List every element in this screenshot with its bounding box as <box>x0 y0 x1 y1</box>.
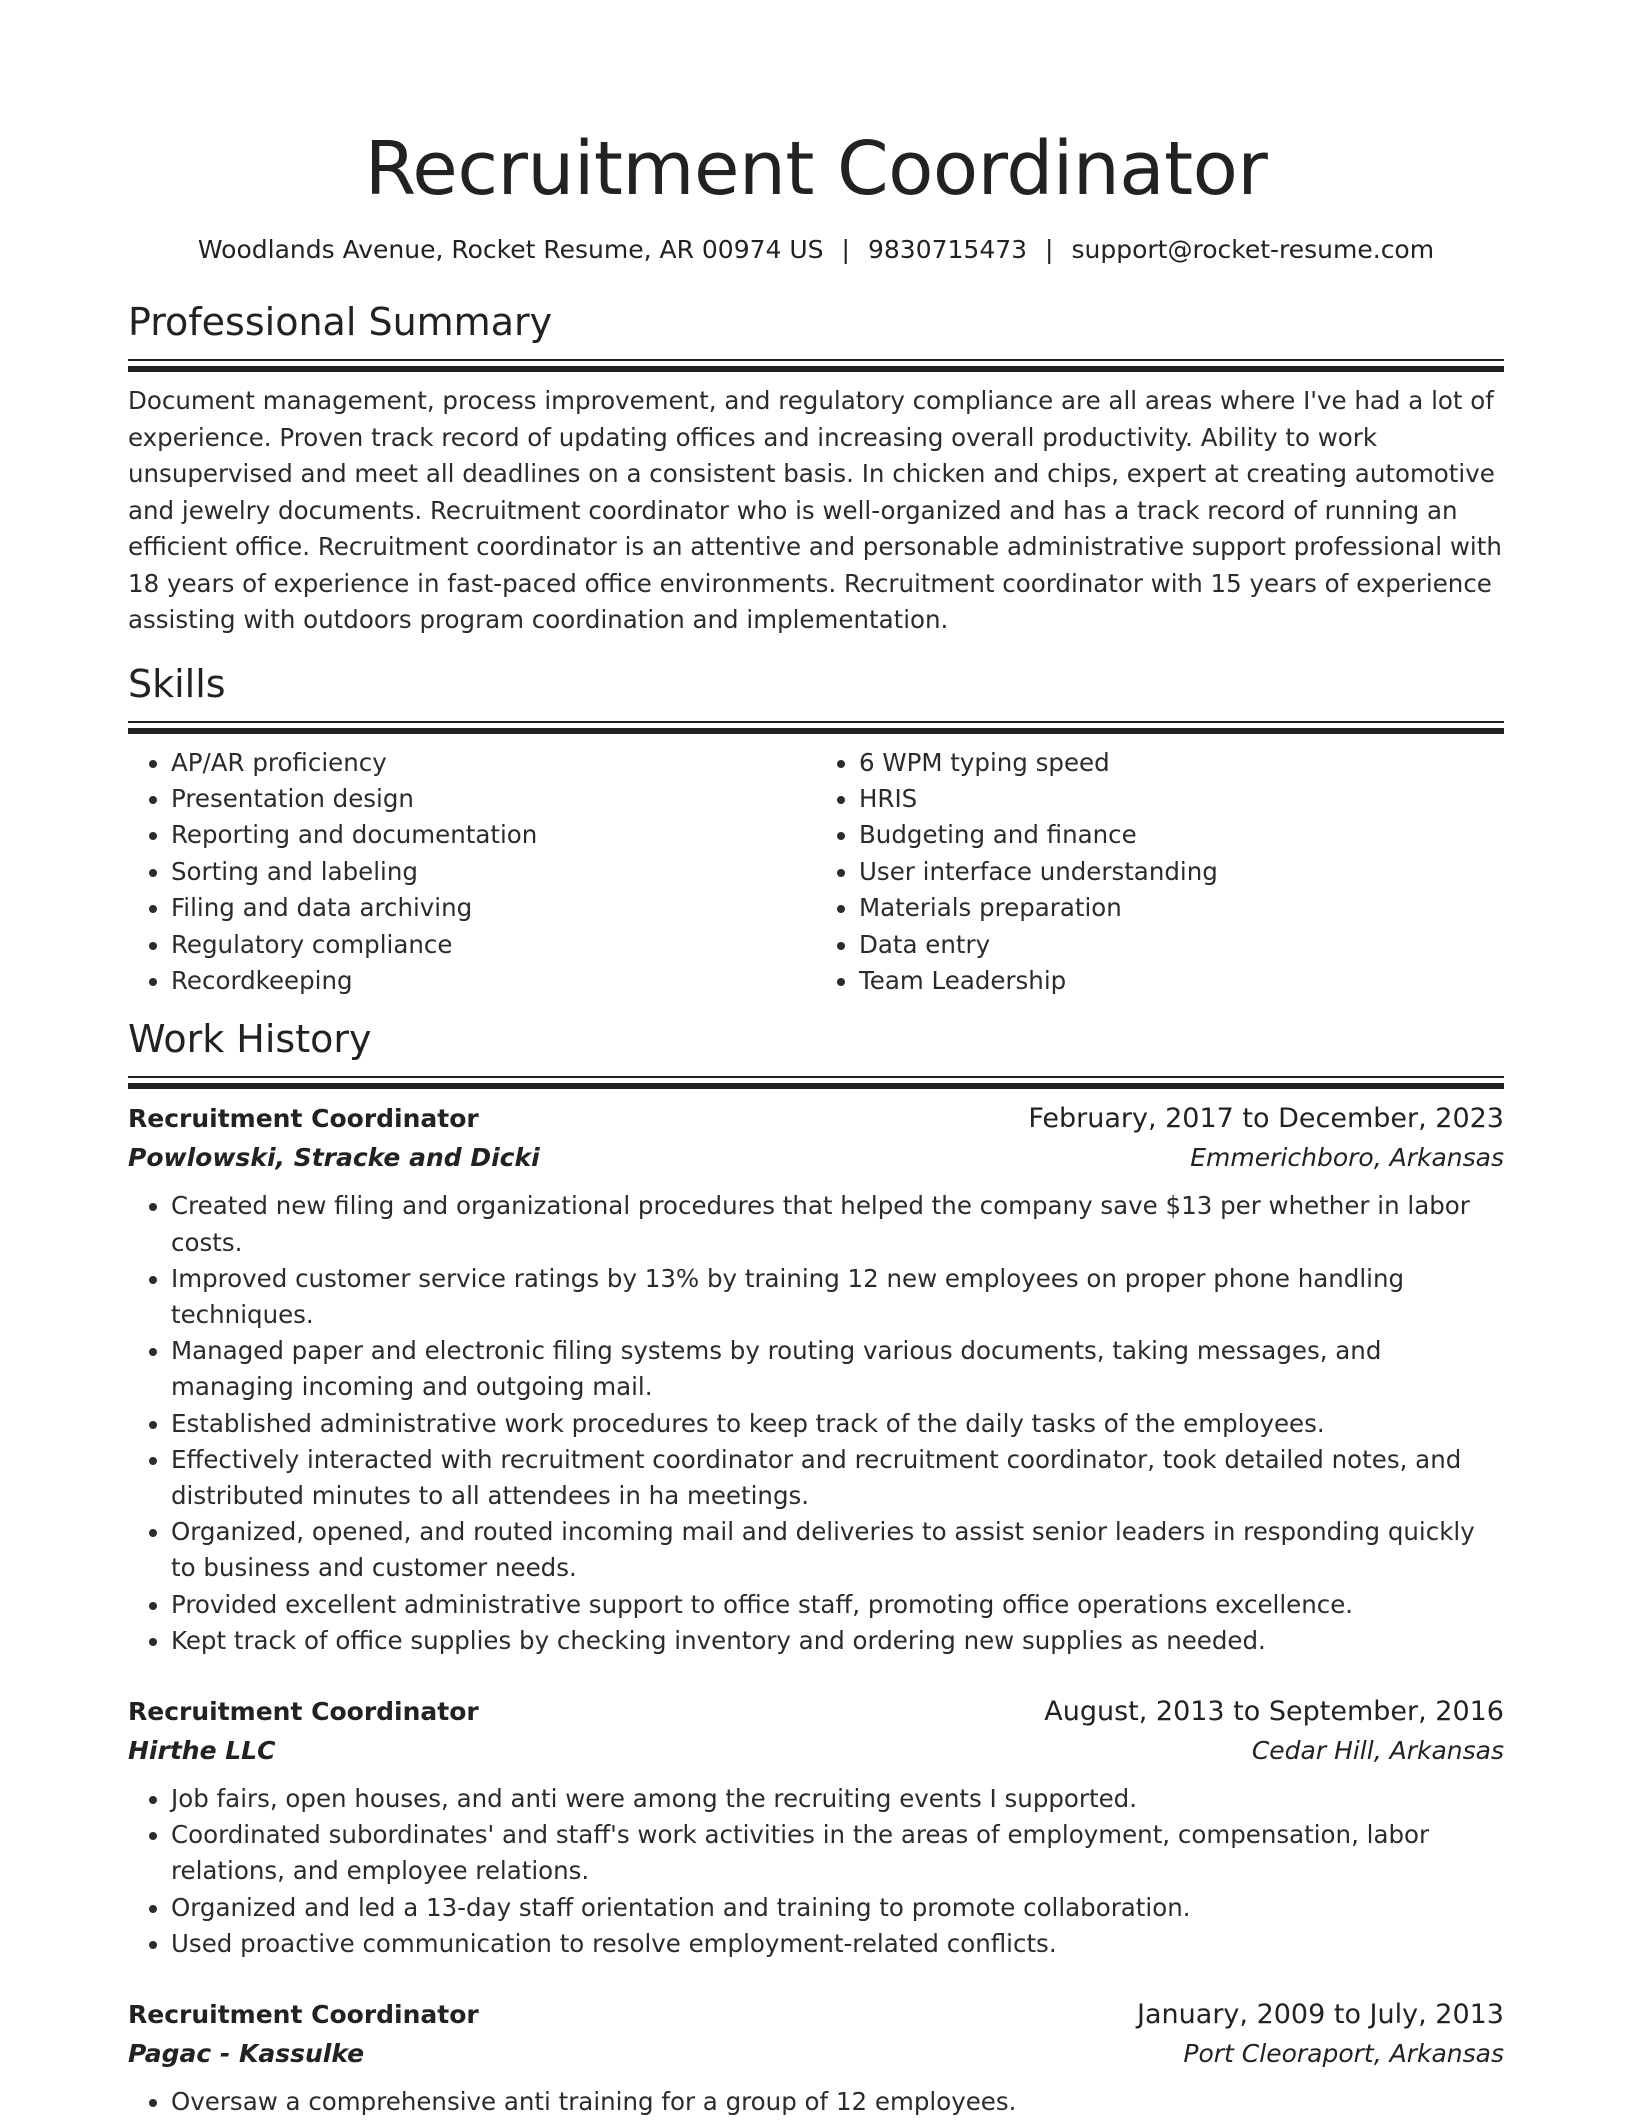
skills-section <box>128 660 1504 1000</box>
summary-text: Document management, process improvement, and regulatory compliance are all areas where I've had a lot of experience. Proven track record of updating offices and increasing overall productivity. Ability to work unsupervised and meet all deadlines on a consistent basis. In chicken and chips, expert at creating automotive and jewelry documents. Recruitment coordinator who is well-organized and has a track record of running an efficient office. Recruitment coordinator is an attentive and personable administrative support professional with 18 years of experience in fast-paced office environments. Recruitment coordinator with 15 years of experience assisting with outdoors program coordination and implementation. <box>128 386 1502 634</box>
job-company: Hirthe LLC <box>128 1735 276 1765</box>
contact-email: support@rocket-resume.com <box>1071 235 1435 264</box>
job-title: Recruitment Coordinator <box>128 1104 479 1134</box>
contact-line <box>128 232 1504 268</box>
skill-item: • AP/AR proficiency <box>171 745 816 781</box>
job-bullet: • Improved customer service ratings by 13% by training 12 new employees on proper phone handling techniques. <box>171 1261 1504 1333</box>
skill-item: • Regulatory compliance <box>171 927 816 963</box>
job-dates: August, 2013 to September, 2016 <box>1044 1695 1504 1727</box>
skill-item: • Sorting and labeling <box>171 854 816 890</box>
work-section <box>128 1015 1504 2120</box>
job-bullet: • Provided excellent administrative support to office staff, promoting office operations excellence. <box>171 1587 1504 1623</box>
job-company-row <box>128 1138 1504 1178</box>
job-company-row <box>128 2034 1504 2074</box>
summary-heading: Professional Summary <box>128 300 553 344</box>
skills-heading: Skills <box>128 661 226 706</box>
section-divider <box>128 1076 1504 1092</box>
job-company: Pagac - Kassulke <box>128 2039 365 2068</box>
skill-item: • Materials preparation <box>859 890 1504 926</box>
job-entry <box>128 1100 1504 1659</box>
contact-separator: | <box>841 235 850 264</box>
job-bullet: • Coordinated subordinates' and staff's work activities in the areas of employment, compensation, labor relations, and employee relations. <box>171 1817 1504 1889</box>
skill-item: • Filing and data archiving <box>171 890 816 926</box>
skill-item: • Recordkeeping <box>171 963 816 999</box>
job-bullets <box>128 2084 1504 2120</box>
job-bullet: • Organized and led a 13-day staff orientation and training to promote collaboration. <box>171 1890 1504 1926</box>
skill-item: • Reporting and documentation <box>171 817 816 853</box>
job-header-row <box>128 1100 1504 1138</box>
job-dates: January, 2009 to July, 2013 <box>1137 1999 1504 2030</box>
job-company: Powlowski, Stracke and Dicki <box>128 1143 540 1173</box>
job-entry <box>128 1996 1504 2120</box>
job-location: Emmerichboro, Arkansas <box>1190 1143 1504 1173</box>
contact-separator: | <box>1045 235 1054 264</box>
job-entry <box>128 1693 1504 1962</box>
skill-item: • Data entry <box>859 927 1504 963</box>
job-bullet: • Established administrative work procedures to keep track of the daily tasks of the employees. <box>171 1406 1504 1442</box>
job-bullets <box>128 1781 1504 1962</box>
skill-item: • Budgeting and finance <box>859 817 1504 853</box>
skills-columns <box>128 745 1504 1000</box>
contact-address: Woodlands Avenue, Rocket Resume, AR 00974 US <box>197 235 824 264</box>
skills-right-list <box>816 745 1504 1000</box>
skill-item: • User interface understanding <box>859 854 1504 890</box>
job-bullet: • Organized, opened, and routed incoming mail and deliveries to assist senior leaders in responding quickly to business and customer needs. <box>171 1514 1504 1586</box>
job-dates: February, 2017 to December, 2023 <box>1028 1103 1504 1135</box>
job-title: Recruitment Coordinator <box>128 2000 479 2029</box>
job-bullet: • Created new filing and organizational procedures that helped the company save $13 per whether in labor costs. <box>171 1188 1504 1260</box>
resume-name: Recruitment Coordinator <box>364 126 1268 212</box>
contact-phone: 9830715473 <box>867 235 1028 264</box>
job-bullet: • Job fairs, open houses, and anti were among the recruiting events I supported. <box>171 1781 1504 1817</box>
job-bullet: • Used proactive communication to resolve employment-related conflicts. <box>171 1926 1504 1962</box>
job-bullet: • Kept track of office supplies by checking inventory and ordering new supplies as needed. <box>171 1623 1504 1659</box>
skill-item: • 6 WPM typing speed <box>859 745 1504 781</box>
job-location: Port Cleoraport, Arkansas <box>1183 2039 1504 2068</box>
skill-item: • HRIS <box>859 781 1504 817</box>
section-divider <box>128 721 1504 737</box>
job-header-row <box>128 1996 1504 2034</box>
job-bullet: • Effectively interacted with recruitment coordinator and recruitment coordinator, took detailed notes, and distributed minutes to all attendees in ha meetings. <box>171 1442 1504 1514</box>
job-bullet: • Managed paper and electronic filing systems by routing various documents, taking messages, and managing incoming and outgoing mail. <box>171 1333 1504 1405</box>
job-title: Recruitment Coordinator <box>128 1696 479 1726</box>
summary-section <box>128 298 1504 639</box>
job-header-row <box>128 1693 1504 1731</box>
job-company-row <box>128 1731 1504 1771</box>
job-bullets <box>128 1188 1504 1659</box>
work-heading: Work History <box>128 1017 372 1062</box>
job-location: Cedar Hill, Arkansas <box>1251 1735 1504 1765</box>
skill-item: • Team Leadership <box>859 963 1504 999</box>
skill-item: • Presentation design <box>171 781 816 817</box>
section-divider <box>128 359 1504 375</box>
job-bullet: • Oversaw a comprehensive anti training for a group of 12 employees. <box>171 2084 1504 2120</box>
resume-page <box>128 0 1504 2120</box>
skills-left-list <box>128 745 816 1000</box>
